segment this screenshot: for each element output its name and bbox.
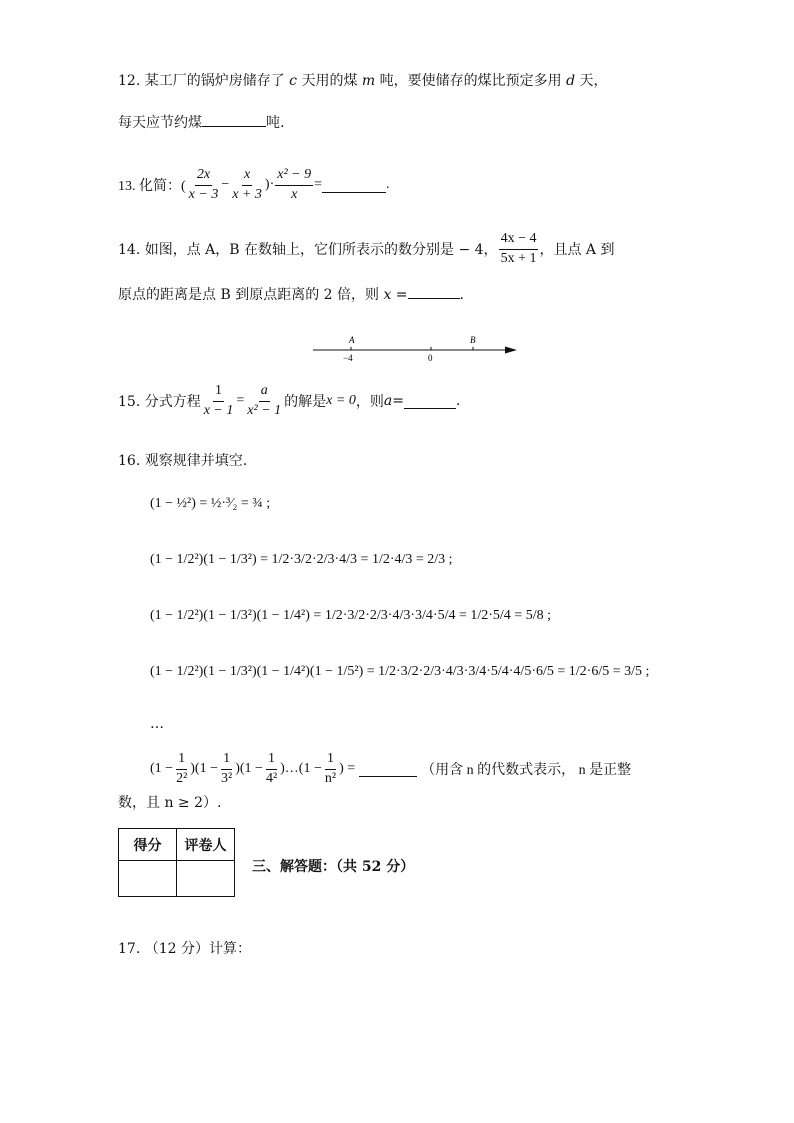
q16-ellipsis: … — [150, 716, 164, 732]
point-a-label: A — [349, 335, 355, 345]
score-header: 得分 — [119, 829, 177, 861]
q16-row-2: (1 − 1/2²)(1 − 1/3²) = 1/2·3/2·2/3·4/3 = 1/2·4/3 = 2/3 ; — [150, 552, 453, 567]
q16-last-line: (1 − $\frac{1}{\text{2²}}$ )(1 − $\frac{1}{\text{3²}}$ )(1 − $\frac{1}{\text{4²}}$ )…(1 − $\frac{1}{\text{n²}}$ ) = （用含 n 的代数式表示， n 是正整 — [150, 751, 632, 786]
q15-answer-blank[interactable] — [404, 394, 456, 409]
q12-line2: 每天应节约煤 吨. — [118, 115, 285, 131]
point-b-label: B — [470, 335, 476, 345]
q14-frac: $\frac{4x - 4}{5x + 1}$ — [500, 231, 537, 266]
grader-cell[interactable] — [177, 861, 235, 897]
q15-frac-1: $\frac{1}{x - 1}$ — [203, 383, 234, 418]
number-line-figure — [305, 330, 525, 364]
q16-answer-blank[interactable] — [359, 762, 417, 777]
grader-header: 评卷人 — [177, 829, 235, 861]
q13-frac-3: $\frac{\text{x² − 9}}{x}$ — [277, 167, 312, 202]
tick-label-0: 0 — [428, 353, 433, 363]
q16-title: 16. 观察规律并填空. — [118, 453, 248, 469]
q13-frac-2: $\frac{x}{x + 3}$ — [232, 167, 262, 202]
arrow-icon — [505, 347, 517, 354]
score-table — [118, 828, 235, 897]
tick-label-neg4: −4 — [343, 353, 353, 363]
q16-row-1: (1 − ½²) = ½·³⁄₂ = ¾ ; — [150, 496, 271, 511]
q17-line: 17. （12 分）计算： — [118, 941, 251, 957]
q14-line2: 原点的距离是点 B 到原点距离的 2 倍，则 x = . — [118, 287, 464, 303]
q14-answer-blank[interactable] — [408, 298, 460, 299]
q13-frac-1: $\frac{2x}{x - 3}$ — [188, 167, 219, 202]
section-3-heading: 三、解答题：（共 52 分） — [252, 859, 415, 875]
q13-line: 13. 化简：( $\frac{2x}{x - 3}$ − $\frac{x}{x + 3}$ )· $\frac{\text{x² − 9}}{x}$ = . — [118, 167, 390, 202]
score-cell[interactable] — [119, 861, 177, 897]
q16-row-3: (1 − 1/2²)(1 − 1/3²)(1 − 1/4²) = 1/2·3/2·2/3·4/3·3/4·5/4 = 1/2·5/4 = 5/8 ; — [150, 608, 551, 623]
q14-line1: 14. 如图，点 A，B 在数轴上，它们所表示的数分别是 − 4， $\frac{4x - 4}{5x + 1}$ ，且点 A 到 — [118, 231, 615, 266]
q12-line1: 12. 某工厂的锅炉房储存了 c 天用的煤 m 吨，要使储存的煤比预定多用 d 天， — [118, 73, 608, 89]
q16-last-line2: 数，且 n ≥ 2）. — [118, 795, 222, 811]
q13-answer-blank[interactable] — [322, 178, 386, 193]
q15-frac-2: $\frac{a}{\text{x² − 1}}$ — [247, 383, 282, 418]
q12-answer-blank[interactable] — [202, 126, 266, 127]
q16-row-4: (1 − 1/2²)(1 − 1/3²)(1 − 1/4²)(1 − 1/5²) = 1/2·3/2·2/3·4/3·3/4·5/4·4/5·6/5 = 1/2·6/5 = 3/5 ; — [150, 664, 650, 679]
q15-line: 15. 分式方程 $\frac{1}{x - 1}$ = $\frac{a}{\text{x² − 1}}$ 的解是 x = 0 ，则 a = . — [118, 383, 461, 418]
